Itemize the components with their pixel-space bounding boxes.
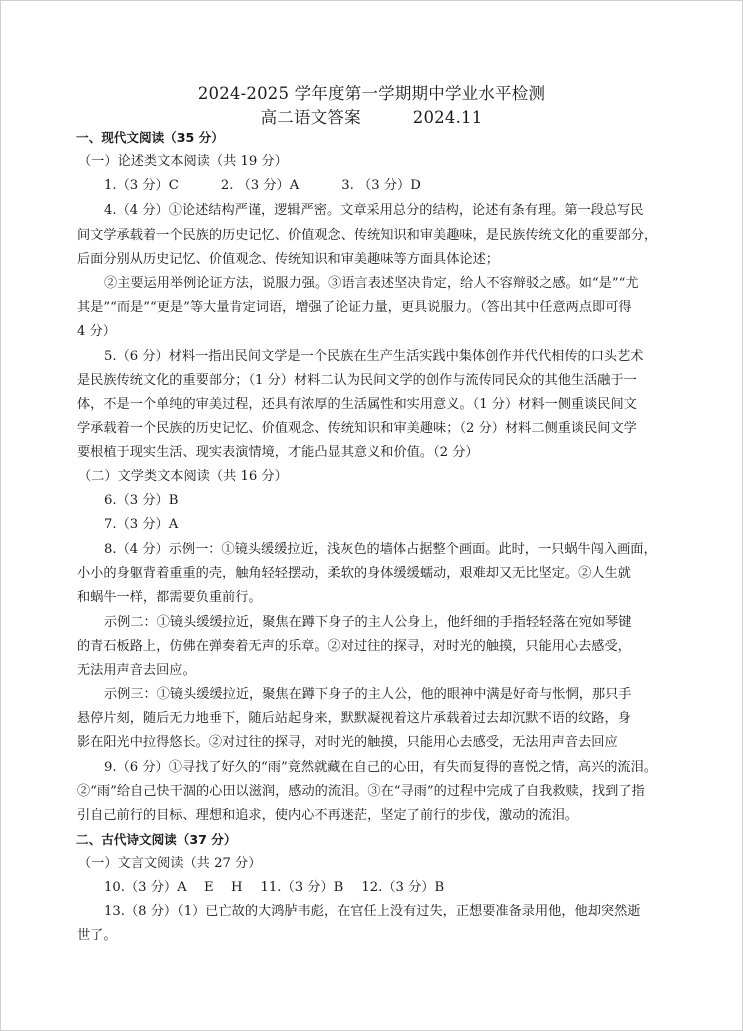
answer-q5-line: 体，不是一个单纯的审美过程，还具有浓厚的生活属性和实用意义。（1 分）材料一侧重谈民间文 [77, 397, 637, 412]
document-subtitle [0, 104, 743, 128]
answer-q6: 6.（3 分）B [104, 493, 179, 508]
document-date: 2024.11 [412, 108, 483, 127]
answer-q2: 2. （3 分）A [220, 178, 300, 193]
answer-q8-line: 悬停片刻，随后无力地垂下，随后站起身来，默默凝视着这片承载着过去却沉默不语的纹路，身 [77, 711, 631, 726]
answer-q5-line: 是民族传统文化的重要部分；（1 分）材料二认为民间文学的创作与流传同民众的其他生活融于一 [77, 373, 637, 388]
answer-q8-line: 示例三：①镜头缓缓拉近，聚焦在蹲下身子的主人公，他的眼神中满是好奇与怅惘，那只手 [104, 687, 632, 702]
answer-q8-line: 小小的身躯背着重重的壳，触角轻轻摆动，柔软的身体缓缓蠕动，艰难却又无比坚定。②人生就 [77, 566, 631, 581]
answer-q4-line: 其是”“而是”“更是”等大量肯定词语，增强了论证力量，更具说服力。（答出其中任意两点即可得 [77, 300, 632, 315]
subsection-heading: （二）文学类文本阅读（共 16 分） [78, 469, 288, 484]
answer-q13-line: 13.（8 分）（1）已亡故的大鸿胪韦彪，在官任上没有过失，正想要准备录用他，他却突然逝 [104, 904, 641, 919]
answer-q5-line: 学承载着一个民族的历史记忆、价值观念、传统知识和审美趣味；（2 分）材料二侧重谈民间文学 [77, 421, 637, 436]
section-heading-2: 二、古代诗文阅读（37 分） [76, 832, 237, 847]
answer-q3: 3. （3 分）D [341, 178, 421, 193]
subsection-heading: （一）文言文阅读（共 27 分） [78, 856, 262, 871]
answer-q11: 11.（3 分）B [260, 880, 344, 895]
answer-row-1-3 [104, 176, 421, 196]
answer-q4-line: ②主要运用举例论证方法，说服力强。③语言表述坚决肯定，给人不容辩驳之感。如“是”“尤 [104, 276, 639, 291]
answer-q8-line: 影在阳光中拉得悠长。②对过往的探寻，对时光的触摸，只能用心去感受，无法用声音去回应 [77, 735, 618, 750]
answer-q10: 10.（3 分）A E H [104, 880, 243, 895]
answer-q9-line: 引自己前行的目标、理想和追求，使内心不再迷茫，坚定了前行的步伐，激动的流泪。 [77, 808, 579, 823]
answer-q4-line: 后面分别从历史记忆、价值观念、传统知识和审美趣味等方面具体论述； [77, 252, 499, 267]
answer-q4-line: 间文学承载着一个民族的历史记忆、价值观念、传统知识和审美趣味，是民族传统文化的重要部分， [77, 228, 658, 243]
answer-q8-line: 和蜗牛一样，都需要负重前行。 [77, 590, 262, 605]
subtitle-text: 高二语文答案 [260, 108, 361, 127]
answer-q8-line: 示例二：①镜头缓缓拉近，聚焦在蹲下身子的主人公身上，他纤细的手指轻轻落在宛如琴键 [104, 615, 632, 630]
subsection-heading: （一）论述类文本阅读（共 19 分） [78, 154, 288, 169]
answer-q9-line: ②“雨”给自己快干涸的心田以滋润，感动的流泪。③在“寻雨”的过程中完成了自我救赎，找到了指 [77, 784, 645, 799]
answer-q5-line: 5.（6 分）材料一指出民间文学是一个民族在生产生活实践中集体创作并代代相传的口头艺术 [104, 349, 644, 364]
answer-q4-line: 4 分） [77, 324, 116, 339]
answer-q13-line: 世了。 [77, 928, 117, 943]
answer-q1: 1.（3 分）C [104, 178, 179, 193]
document-title: 2024-2025 学年度第一学期期中学业水平检测 [197, 84, 546, 103]
answer-q4-line: 4.（4 分）①论述结构严谨，逻辑严密。文章采用总分的结构，论述有条有理。第一段总写民 [104, 203, 644, 218]
section-heading-1: 一、现代文阅读（35 分） [76, 130, 224, 145]
answer-q8-line: 无法用声音去回应。 [77, 663, 196, 678]
answer-q12: 12.（3 分）B [361, 880, 445, 895]
answer-q7: 7.（3 分）A [104, 517, 179, 532]
answer-q9-line: 9.（6 分）①寻找了好久的“雨”竟然就藏在自己的心田，有失而复得的喜悦之情，高兴的流泪。 [104, 760, 657, 775]
answer-row-10-12 [104, 878, 444, 898]
answer-q8-line: 的青石板路上，仿佛在弹奏着无声的乐章。②对过往的探寻，对时光的触摸，只能用心去感受， [77, 639, 631, 654]
answer-q5-line: 要根植于现实生活、现实表演情境，才能凸显其意义和价值。（2 分） [77, 445, 479, 460]
answer-q8-line: 8.（4 分）示例一：①镜头缓缓拉近，浅灰色的墙体占据整个画面。此时，一只蜗牛闯入画面， [104, 542, 657, 557]
